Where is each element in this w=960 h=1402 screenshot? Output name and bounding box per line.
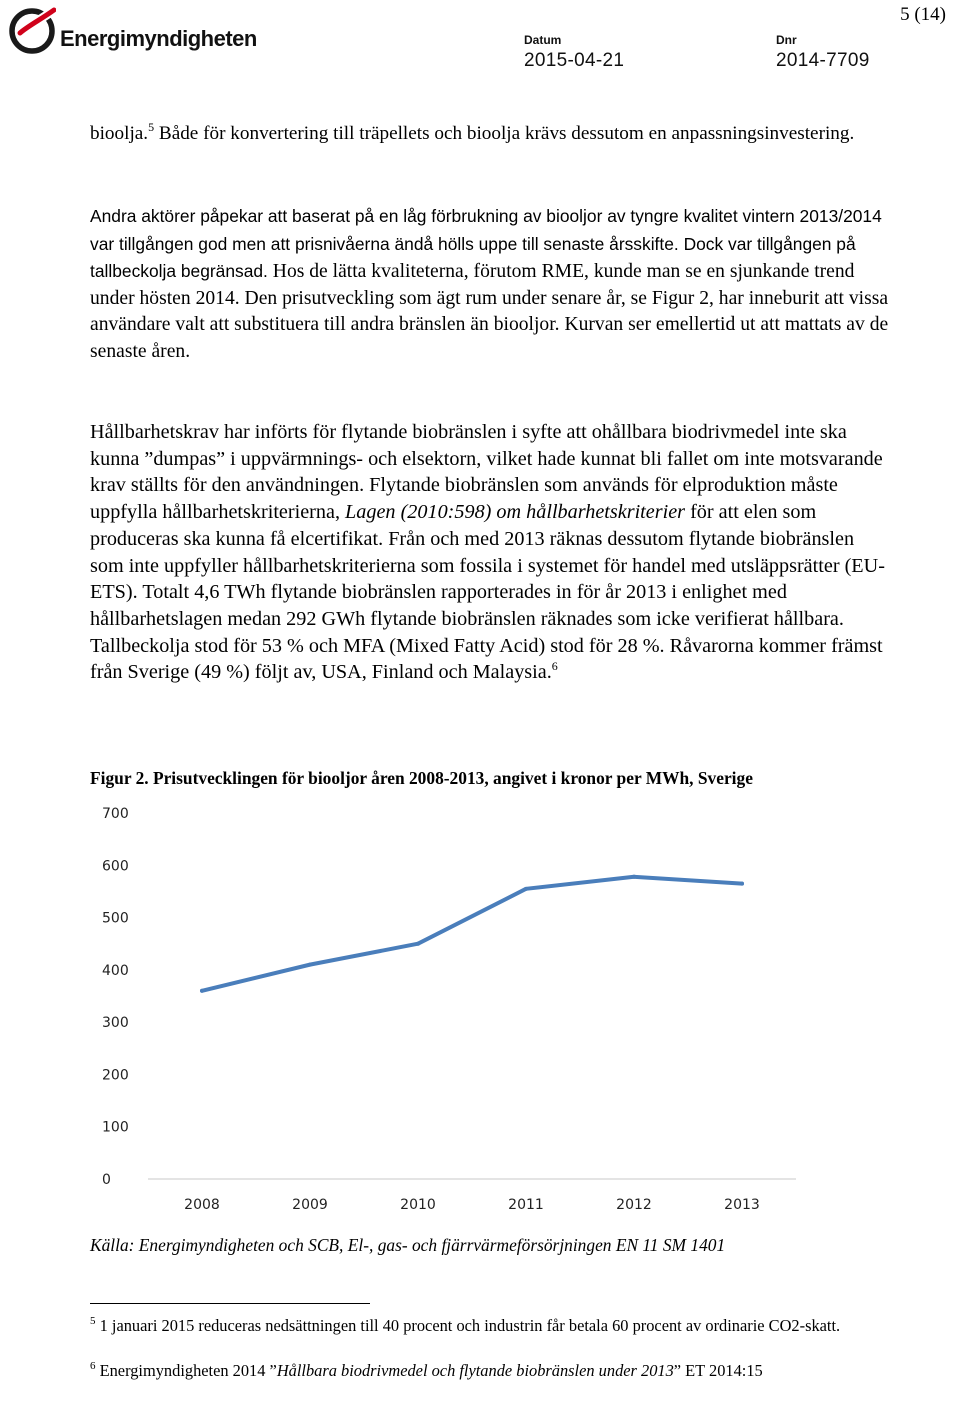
y-tick-label: 600	[102, 858, 129, 875]
y-tick-label: 100	[102, 1119, 129, 1136]
date-label: Datum	[524, 33, 562, 47]
p2-text-d: Den prisutveckling som ägt rum under senare år, se Figur 2, har inneburit att vissa användare valt att substituera till andra bränslen än biooljor.	[90, 287, 889, 335]
p2-text-a: Andra aktörer påpekar att baserat på en låg förbrukning av biooljor av tyngre kvalitet vintern 2013/2014 var tillgången god men att prisnivåerna ändå hölls uppe till senaste årsskifte.	[90, 206, 882, 254]
footnote-5-number: 5	[90, 1314, 96, 1327]
dnr-value: 2014-7709	[776, 50, 870, 71]
p2-text-c: Hos de lätta kvaliteterna, förutom RME, kunde man se en sjunkande trend under hösten 2014.	[90, 261, 855, 309]
x-tick-label: 2013	[724, 1197, 760, 1213]
page-number: 5 (14)	[900, 4, 946, 25]
footnote-5	[90, 1316, 850, 1336]
footnote-ref-5[interactable]: 5	[148, 119, 155, 134]
y-tick-label: 200	[102, 1067, 129, 1084]
p2-text-e: Kurvan ser emellertid ut att mattats av de senaste åren.	[90, 314, 889, 362]
paragraph-1	[90, 121, 890, 148]
y-tick-label: 500	[102, 910, 129, 927]
date-value: 2015-04-21	[524, 50, 625, 71]
footnote-6-text-b: ” ET 2014:15	[673, 1361, 763, 1380]
x-tick-label: 2010	[400, 1197, 436, 1213]
y-tick-label: 700	[102, 806, 129, 822]
logo-text: Energimyndigheten	[60, 26, 257, 51]
p3-law-title: Lagen (2010:598) om hållbarhetskriterier	[345, 501, 686, 524]
x-tick-label: 2012	[616, 1197, 652, 1213]
data-point	[200, 989, 204, 993]
price-line-chart	[90, 795, 802, 1225]
dnr-label: Dnr	[776, 33, 797, 47]
footnote-6-number: 6	[90, 1359, 96, 1372]
data-point	[416, 942, 420, 946]
p1-text-a: bioolja.	[90, 123, 149, 144]
energimyndigheten-logo	[8, 6, 268, 56]
data-point	[524, 887, 528, 891]
data-point	[740, 882, 744, 886]
paragraph-2	[90, 203, 890, 365]
p2-text-b: Dock var tillgången på tallbeckolja begränsad.	[90, 233, 856, 281]
footnote-6	[90, 1361, 850, 1381]
x-axis-labels	[184, 1197, 760, 1213]
y-tick-label: 0	[102, 1172, 111, 1188]
data-point	[632, 875, 636, 879]
x-tick-label: 2011	[508, 1197, 544, 1213]
x-tick-label: 2008	[184, 1197, 220, 1213]
y-tick-label: 300	[102, 1015, 129, 1032]
data-point	[308, 963, 312, 967]
footnote-ref-6[interactable]: 6	[551, 658, 558, 673]
figure-title: Figur 2. Prisutvecklingen för biooljor åren 2008-2013, angivet i kronor per MWh, Sverige	[90, 768, 753, 788]
series-line	[202, 877, 742, 991]
footnote-6-title: Hållbara biodrivmedel och flytande biobränslen under 2013	[276, 1361, 674, 1380]
data-points	[200, 875, 744, 993]
logo-mark-icon	[8, 6, 56, 54]
footnote-5-text: 1 januari 2015 reduceras nedsättningen till 40 procent och industrin får betala 60 procent av ordinarie CO2-skatt.	[95, 1316, 841, 1335]
p1-text-b: Både för konvertering till träpellets och bioolja krävs dessutom en anpassningsinvestering.	[154, 123, 855, 144]
paragraph-3	[90, 419, 890, 686]
p3-text-a: Hållbarhetskrav har införts för flytande biobränslen i syfte att ohållbara biodrivmedel inte ska kunna ”dumpas” i uppvärmnings- och elsektorn, vilket hade kunnat bli fallet om inte motsvarande krav ställts för den användningen. Flytande biobränslen som används för elproduktion måste uppfylla hållbarhetskriterierna,	[90, 421, 883, 524]
footnote-6-text-a: Energimyndigheten 2014 ”	[95, 1361, 277, 1380]
footnote-divider	[90, 1303, 370, 1304]
figure-source: Källa: Energimyndigheten och SCB, El-, gas- och fjärrvärmeförsörjningen EN 11 SM 1401	[90, 1235, 726, 1255]
p3-text-b: för att elen som produceras ska kunna få elcertifikat. Från och med 2013 räknas dessutom flytande biobränslen som inte uppfyller hållbarhetskriterierna som fossila i systemet för handel med utsläppsrätter (EU-ETS). Totalt 4,6 TWh flytande biobränslen rapporterades in för år 2013 i enlighet med hållbarhetslagen medan 292 GWh flytande biobränslen räknades som icke verifierat hållbara. Tallbeckolja stod för 53 % och MFA (Mixed Fatty Acid) stod för 28 %. Råvarorna kommer främst från Sverige (49 %) följt av, USA, Finland och Malaysia.	[90, 501, 885, 684]
y-axis-labels	[102, 806, 129, 1188]
x-tick-label: 2009	[292, 1197, 328, 1213]
y-tick-label: 400	[102, 962, 129, 979]
